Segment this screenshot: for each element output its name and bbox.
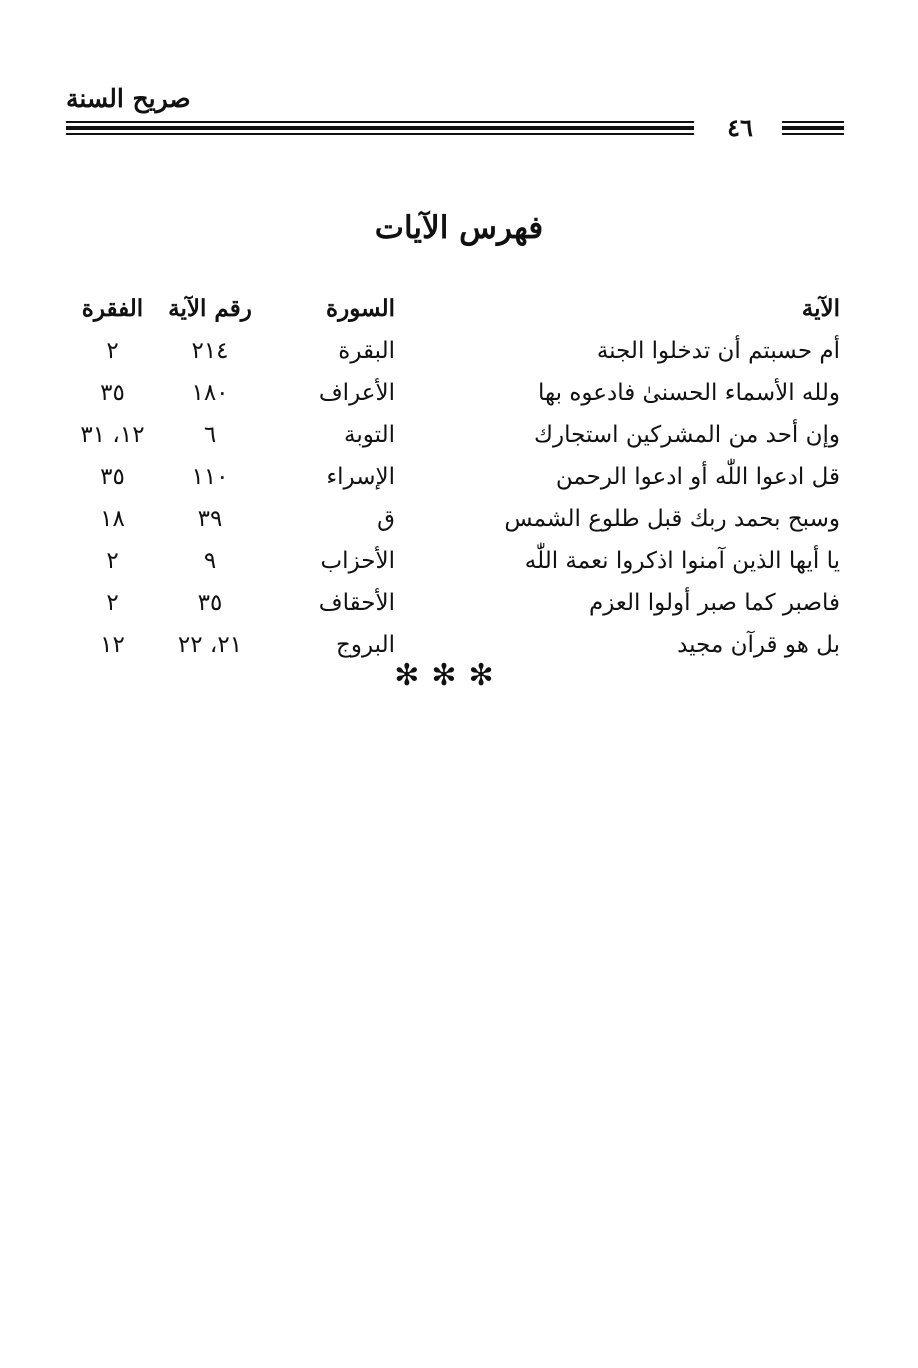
table-row (60, 330, 850, 372)
surah-name: الأحزاب (320, 548, 395, 574)
paragraph-number: ٢ (106, 590, 119, 616)
rule-line-thin (782, 121, 844, 123)
table-row (60, 582, 850, 624)
surah-name: الإسراء (326, 464, 395, 490)
verse-number: ١١٠ (191, 464, 229, 490)
rule-line-thick (66, 126, 694, 130)
paragraph-number: ١٨ (100, 506, 125, 532)
verse-number: ٦ (203, 422, 217, 448)
verse-number: ٢١، ٢٢ (177, 632, 243, 658)
verse-number: ٢١٤ (191, 338, 229, 364)
table-row (60, 414, 850, 456)
rule-line-thin (66, 133, 694, 135)
table-row (60, 456, 850, 498)
verse-text: يا أيها الذين آمنوا اذكروا نعمة اللّٰه (524, 548, 840, 574)
table-header-row (60, 288, 850, 330)
verse-index-table (60, 288, 850, 666)
verse-text: وإن أحد من المشركين استجارك (534, 422, 840, 448)
book-title: صريح السنة (66, 84, 191, 113)
table-row (60, 498, 850, 540)
page-number: ٤٦ (727, 113, 753, 142)
verse-text: وسبح بحمد ربك قبل طلوع الشمس (504, 506, 840, 532)
verse-text: ولله الأسماء الحسنىٰ فادعوه بها (538, 380, 840, 406)
verse-text: بل هو قرآن مجيد (677, 632, 840, 658)
paragraph-number: ١٢، ٣١ (80, 422, 145, 448)
surah-name: ق (377, 506, 395, 532)
paragraph-number: ٢ (106, 338, 119, 364)
verse-text: أم حسبتم أن تدخلوا الجنة (596, 338, 840, 364)
rule-line-thin (66, 121, 694, 123)
verse-number: ١٨٠ (191, 380, 229, 406)
rule-line-thin (782, 133, 844, 135)
header-rule-right (782, 121, 844, 135)
table-row (60, 540, 850, 582)
verse-text: قل ادعوا اللّٰه أو ادعوا الرحمن (555, 464, 840, 490)
surah-name: البروج (336, 632, 395, 658)
verse-text: فاصبر كما صبر أولوا العزم (588, 590, 840, 616)
surah-name: الأحقاف (318, 590, 395, 616)
end-of-section-stars: ✻✻✻ (394, 658, 506, 693)
paragraph-number: ٣٥ (100, 464, 125, 490)
surah-name: الأعراف (318, 380, 395, 406)
rule-line-thick (782, 126, 844, 130)
page-title: فهرس الآيات (374, 210, 544, 246)
surah-name: البقرة (338, 338, 395, 364)
paragraph-number: ٣٥ (100, 380, 125, 406)
verse-number: ٣٩ (197, 506, 223, 532)
column-header-surah: السورة (326, 295, 395, 322)
surah-name: التوبة (344, 422, 395, 448)
verse-number: ٣٥ (197, 590, 223, 616)
verse-number: ٩ (203, 548, 217, 574)
column-header-verse: الآية (801, 295, 840, 322)
header-rule-left (66, 121, 694, 135)
table-row (60, 372, 850, 414)
paragraph-number: ٢ (106, 548, 119, 574)
column-header-paragraph: الفقرة (81, 295, 144, 322)
column-header-verse-number: رقم الآية (168, 295, 252, 322)
paragraph-number: ١٢ (100, 632, 125, 658)
